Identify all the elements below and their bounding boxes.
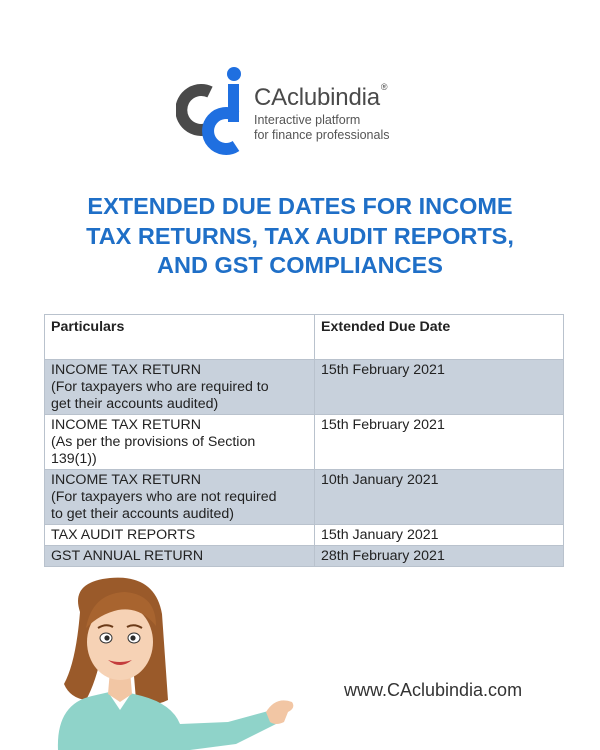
table-row	[45, 415, 564, 470]
particulars-cell: INCOME TAX RETURN (As per the provisions of Section 139(1))	[45, 415, 315, 470]
header-extended-due-date: Extended Due Date	[315, 315, 564, 360]
title-line-1: EXTENDED DUE DATES FOR INCOME	[87, 193, 513, 219]
due-dates-table-wrapper	[44, 314, 563, 567]
due-date-cell: 15th February 2021	[315, 415, 564, 470]
table-row	[45, 546, 564, 567]
cci-logo-icon	[176, 66, 252, 158]
table-header-row	[45, 315, 564, 360]
due-date-cell: 15th January 2021	[315, 525, 564, 546]
page-title	[30, 192, 570, 281]
title-line-3: AND GST COMPLIANCES	[157, 252, 443, 278]
particulars-cell: INCOME TAX RETURN (For taxpayers who are required to get their accounts audited)	[45, 360, 315, 415]
due-dates-table	[44, 314, 564, 567]
presenter-woman-icon	[40, 572, 300, 750]
brand-tagline: Interactive platform for finance professionals	[254, 113, 390, 142]
table-row	[45, 525, 564, 546]
particulars-cell: GST ANNUAL RETURN	[45, 546, 315, 567]
website-url: www.CAclubindia.com	[344, 680, 523, 700]
brand-name: CAclubindia®	[254, 82, 388, 111]
table-row	[45, 360, 564, 415]
particulars-cell: TAX AUDIT REPORTS	[45, 525, 315, 546]
particulars-cell: INCOME TAX RETURN (For taxpayers who are not required to get their accounts audited)	[45, 470, 315, 525]
due-date-cell: 10th January 2021	[315, 470, 564, 525]
due-date-cell: 15th February 2021	[315, 360, 564, 415]
due-date-cell: 28th February 2021	[315, 546, 564, 567]
table-row	[45, 470, 564, 525]
header-particulars: Particulars	[45, 315, 315, 360]
brand-logo	[176, 66, 416, 158]
title-line-2: TAX RETURNS, TAX AUDIT REPORTS,	[86, 222, 514, 249]
